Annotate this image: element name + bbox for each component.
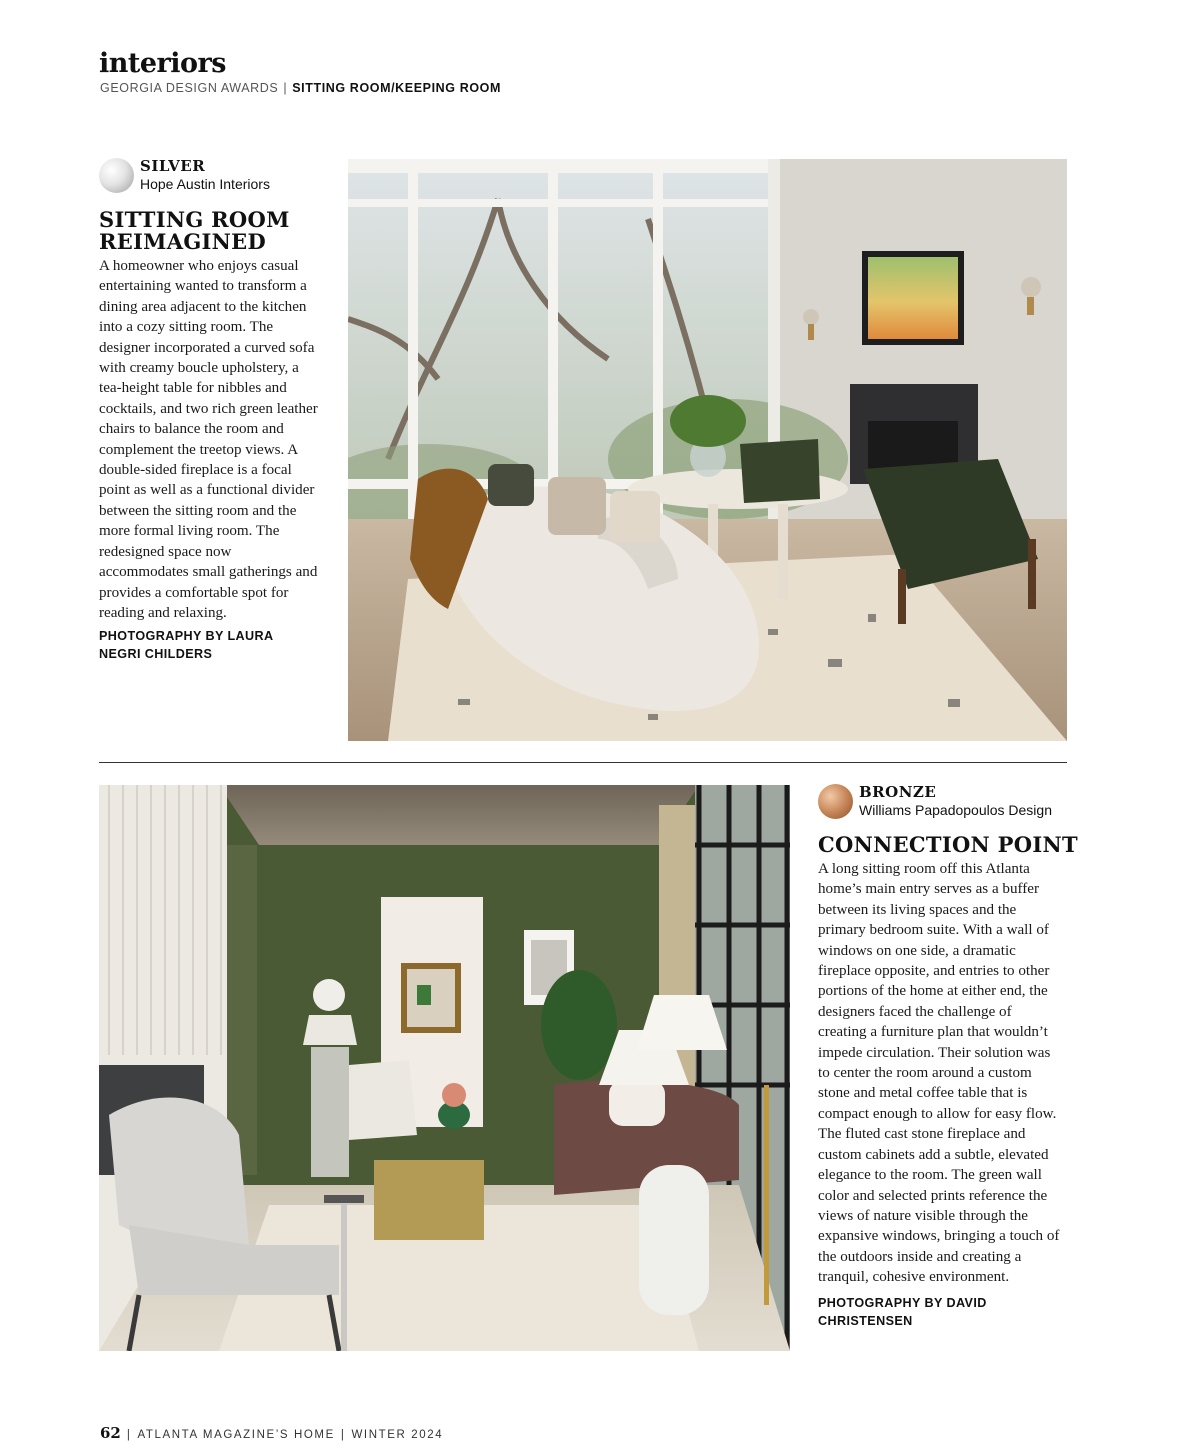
page-number: 62 — [100, 1424, 121, 1442]
photo-credit: PHOTOGRAPHY BY DAVID CHRISTENSEN — [818, 1295, 987, 1328]
sitting-room-photo — [348, 159, 1067, 741]
silver-medal-icon — [99, 158, 134, 193]
article-headline: SITTING ROOM REIMAGINED — [99, 207, 290, 254]
publication-name: ATLANTA MAGAZINE’S HOME — [137, 1429, 335, 1441]
article-body: A homeowner who enjoys casual entertaining wanted to transform a dining area adjacent to the kitchen into a cozy sitting room. The designer incorporated a curved sofa with creamy boucle upholstery, a tea-height table for nibbles and cocktails, and two rich green leather chairs to balance the room and complement the treetop views. A double-sided fireplace is a focal point as well as a functional divider between the sitting room and the more formal living room. The redesigned space now accommodates small gatherings and provides a comfortable spot for reading and relaxing. — [99, 258, 318, 621]
award-level: BRONZE — [859, 783, 937, 801]
design-firm: Hope Austin Interiors — [140, 176, 270, 192]
design-firm: Williams Papadopoulos Design — [859, 802, 1052, 818]
breadcrumb-separator: | — [283, 81, 288, 95]
footer-separator: | — [126, 1429, 132, 1441]
photo-credit: PHOTOGRAPHY BY LAURA NEGRI CHILDERS — [99, 629, 274, 662]
issue-date: WINTER 2024 — [351, 1429, 444, 1441]
section-divider — [99, 762, 1067, 763]
article-headline: CONNECTION POINT — [818, 832, 1078, 857]
bronze-medal-icon — [818, 784, 853, 819]
footer-bar — [100, 1424, 443, 1442]
breadcrumb — [100, 81, 501, 95]
article-bronze — [818, 832, 1078, 1330]
connection-point-photo — [99, 785, 790, 1351]
footer-separator: | — [340, 1429, 346, 1441]
award-level: SILVER — [140, 157, 206, 175]
article-silver — [99, 209, 329, 663]
breadcrumb-section: GEORGIA DESIGN AWARDS — [100, 81, 279, 95]
silver-award-badge — [99, 157, 270, 193]
breadcrumb-category: SITTING ROOM/KEEPING ROOM — [292, 81, 501, 95]
article-body: A long sitting room off this Atlanta home’s main entry serves as a buffer between its living spaces and the primary bedroom suite. With a wall of windows on one side, a dramatic fireplace opposite, and entries to other portions of the home at either end, the designers faced the challenge of creating a furniture plan that wouldn’t impede circulation. Their solution was to center the room around a custom stone and metal coffee table that is compact enough to allow for easy flow. The fluted cast stone fireplace and custom cabinets add a subtle, elevated elegance to the room. The green wall color and selected prints reference the views of nature visible through the expansive windows, bringing a touch of the outdoors inside and creating a tranquil, cohesive environment. — [818, 861, 1060, 1286]
bronze-award-badge — [818, 783, 1052, 819]
section-title: interiors — [99, 48, 226, 79]
